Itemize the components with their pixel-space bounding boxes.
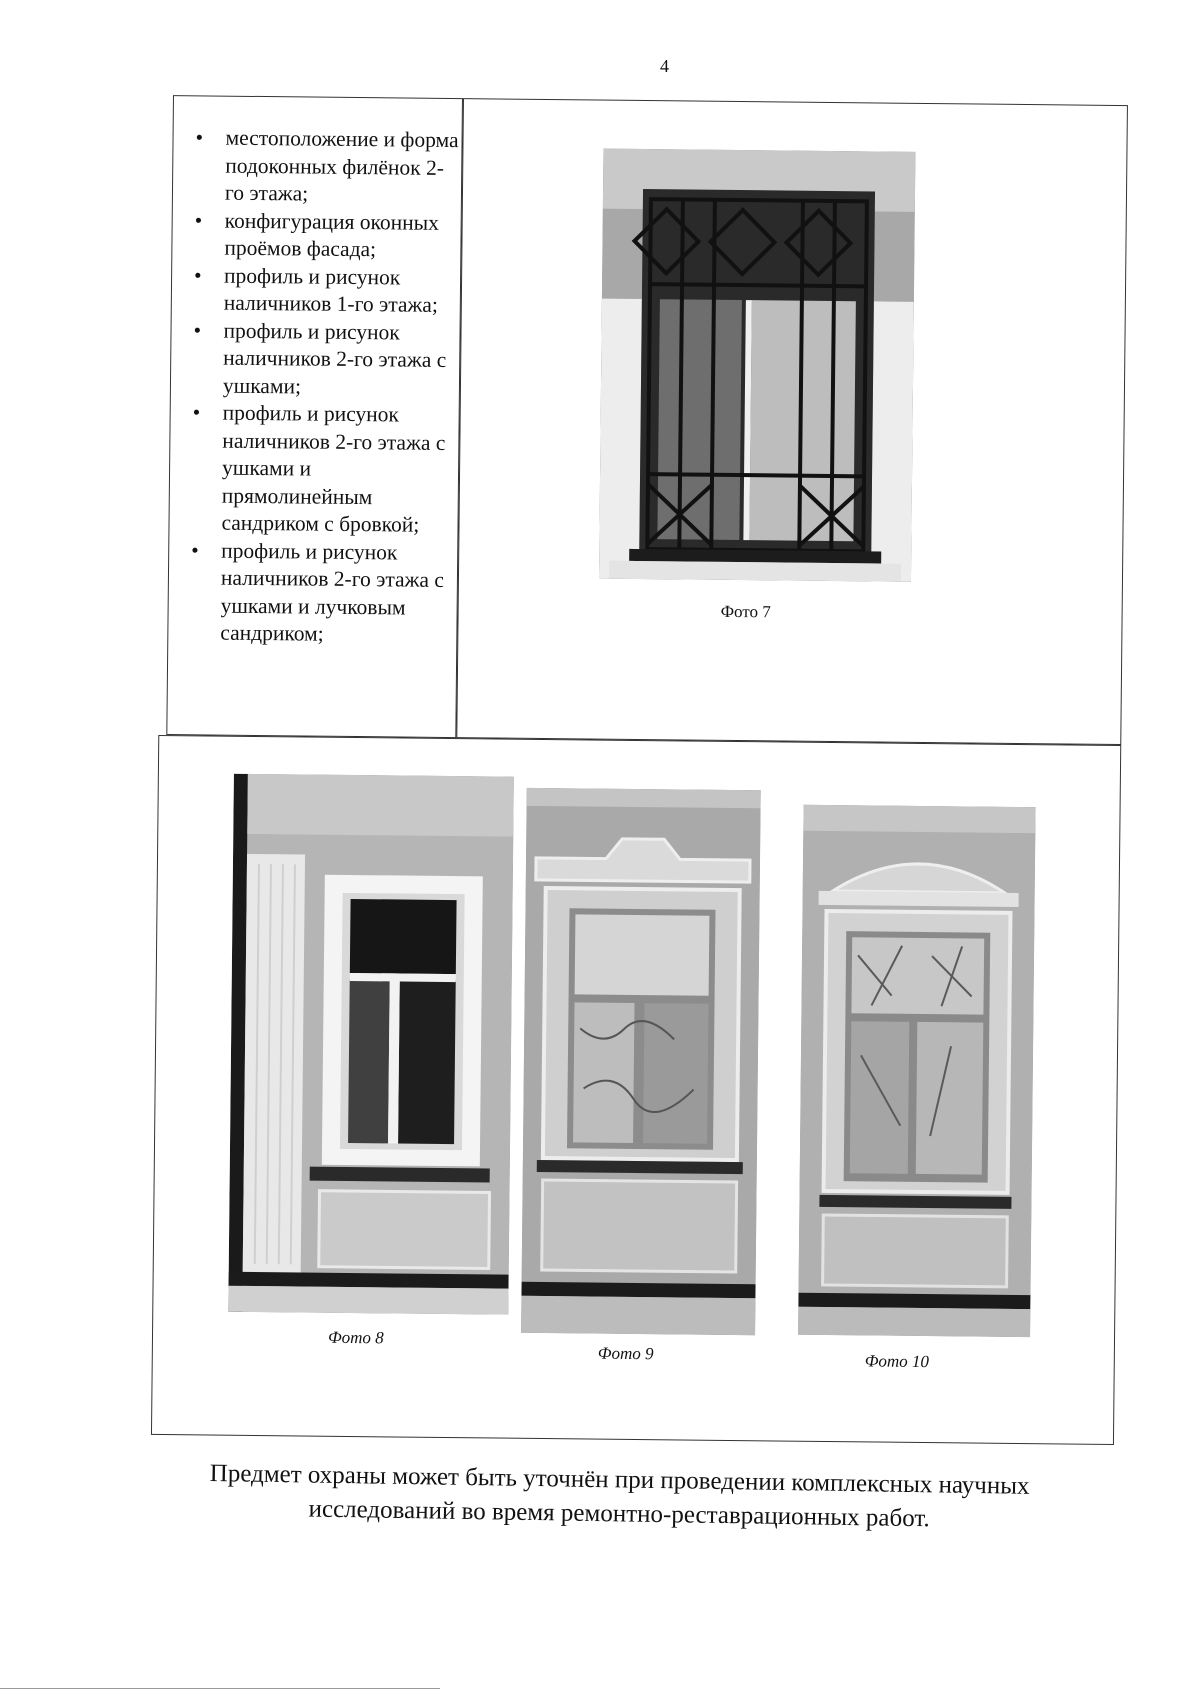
photo-7-caption: Фото 7 (720, 601, 771, 622)
list-item: • местоположение и форма подоконных филёнок 2-го этажа; (191, 124, 462, 209)
footer-note: Предмет охраны может быть уточнён при проведении комплексных научных исследований во время ремонтно-реставрационных работ. (209, 1459, 1030, 1533)
photo-9-image (521, 788, 761, 1335)
list-item: • профиль и рисунок наличников 2-го этажа с ушками и лучковым сандриком; (186, 537, 457, 650)
photos-row (151, 735, 1121, 1445)
photo-10-image (798, 805, 1036, 1337)
photo-9-caption: Фото 9 (597, 1343, 654, 1364)
list-item: • профиль и рисунок наличников 2-го этажа с ушками; (189, 317, 460, 402)
window-illustration (798, 805, 1036, 1337)
list-item: • профиль и рисунок наличников 1-го этажа; (190, 262, 461, 320)
features-cell (166, 95, 463, 738)
protection-subject-table (151, 95, 1145, 1455)
photo-8-caption: Фото 8 (327, 1327, 384, 1348)
photo-8-image (228, 774, 514, 1315)
window-illustration (521, 788, 761, 1335)
window-illustration (228, 774, 514, 1315)
photo-7-image (599, 149, 915, 582)
photo7-cell (456, 98, 1128, 745)
photo-10-caption: Фото 10 (864, 1351, 930, 1372)
window-grille-illustration (599, 149, 915, 582)
list-item: • конфигурация оконных проёмов фасада; (190, 207, 461, 265)
page-number: 4 (660, 56, 669, 76)
list-item: • профиль и рисунок наличников 2-го этажа с ушками и прямолинейным сандриком с бровкой; (187, 399, 458, 539)
scan-edge-line (0, 1688, 440, 1689)
feature-list (186, 124, 461, 649)
